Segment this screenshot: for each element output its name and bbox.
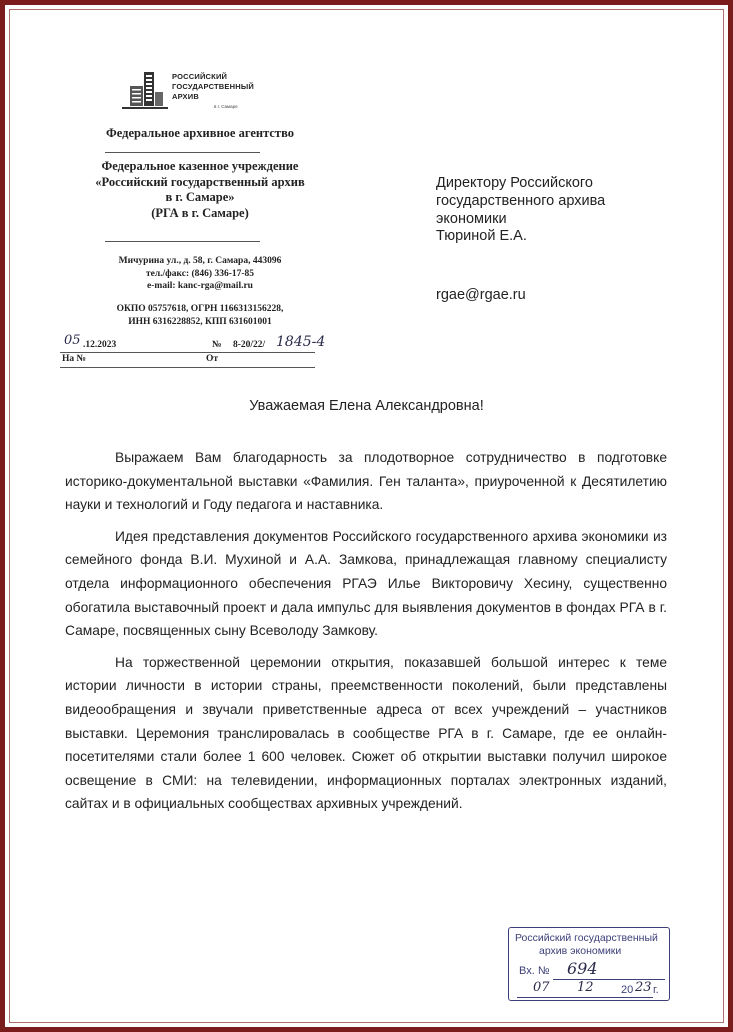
- letter-greeting: Уважаемая Елена Александровна!: [249, 398, 484, 414]
- addressee-block: Директору Российского государственного архива экономики Тюриной Е.А.: [436, 175, 606, 245]
- stamp-year: 23: [635, 980, 652, 995]
- letter-line: теме истории личности в истории страны, преемственности поколений, были: [65, 654, 667, 694]
- contact-block: [60, 255, 340, 293]
- archive-logo-title: РОССИЙСКИЙ ГОСУДАРСТВЕННЫЙ АРХИВ: [172, 72, 254, 101]
- outgoing-number-label: №: [212, 340, 222, 350]
- paragraph-2: [65, 525, 667, 643]
- addressee-email: rgae@rgae.ru: [436, 287, 526, 303]
- letter-line: приуроченной к Десятилетию науки и технологий и Году педагога и наставника.: [65, 473, 668, 513]
- stamp-date-month: 12: [577, 980, 594, 995]
- reply-to-label: На №: [62, 354, 87, 364]
- paragraph-3: [65, 651, 667, 816]
- letter-line: сообществах архивных учреждений.: [228, 796, 463, 812]
- letter-line: экономики из семейного фонда В.И. Мухиной и А.А. Замкова, принадлежащая: [65, 528, 668, 568]
- registration-codes: ОКПО 05757618, ОГРН 1166313156228, ИНН 6316228852, КПП 631601001: [116, 304, 284, 327]
- incoming-registration-stamp: [508, 927, 670, 1001]
- stamp-date-day: 07: [533, 980, 550, 995]
- organization-divider: [105, 241, 260, 242]
- outgoing-date: .12.2023: [83, 340, 117, 350]
- stamp-date-underline: [517, 997, 653, 998]
- letter-line: Идея представления документов Российского государственного архива: [115, 528, 582, 544]
- letter-line: представлены видеообращения и звучали приветственные адреса от всех: [65, 678, 667, 717]
- letter-line: Викторовичу Хесину, существенно обогатила выставочный проект и дала: [65, 575, 667, 615]
- stamp-in-number: 694: [567, 959, 598, 978]
- organization-name: Федеральное казенное учреждение «Российский государственный архив в г. Самаре» (РГА в г. Самаре): [95, 159, 305, 220]
- letter-line: об открытии выставки получил широкое освещение в СМИ: на телевидении,: [65, 749, 668, 788]
- letter-line: подготовке историко-документальной выставки «Фамилия. Ген таланта»,: [65, 450, 667, 489]
- archive-building-logo-icon: [122, 70, 168, 110]
- letter-line: РГА в г. Самаре, где ее онлайн-посетителями стали более 1 600 человек. Сюжет: [65, 725, 667, 765]
- paragraph-1: [65, 446, 667, 517]
- reply-from-label: От: [206, 354, 219, 364]
- stamp-year-prefix: 20: [621, 984, 634, 996]
- letter-line: Выражаем Вам благодарность за плодотворное сотрудничество в: [115, 450, 597, 465]
- stamp-year-suffix: г.: [653, 984, 659, 996]
- outgoing-number: 8-20/22/: [233, 340, 266, 350]
- letter-line: На торжественной церемонии открытия, показавшей большой интерес к: [115, 654, 636, 670]
- handwritten-date-day: 05: [64, 333, 81, 348]
- letter-line: импульс для выявления документов в фондах РГА в г. Самаре, посвященных: [65, 599, 667, 639]
- stamp-org-line1: Российский государственный: [515, 932, 658, 944]
- letter-line: главному специалисту отдела информационного обеспечения РГАЭ Илье: [65, 552, 668, 591]
- outgoing-line: [60, 352, 315, 353]
- agency-name: Федеральное архивное агентство: [106, 126, 294, 140]
- stamp-org-line2: архив экономики: [539, 945, 622, 957]
- letter-line: учреждений – участников выставки. Церемония транслировалась в сообществе: [65, 701, 667, 741]
- letter-line: информационных порталах электронных изданий, сайтах и в официальных: [65, 772, 667, 812]
- letter-body: [65, 446, 667, 824]
- phone-fax: тел./факс: (846) 336-17-85: [145, 268, 255, 279]
- sender-email: e-mail: kanc-rga@mail.ru: [147, 281, 253, 291]
- letter-line: сыну Всеволоду Замкову.: [214, 623, 378, 639]
- postal-address: Мичурина ул., д. 58, г. Самара, 443096: [118, 256, 282, 266]
- archive-logo-subtitle: в г. Самаре: [214, 104, 238, 109]
- stamp-in-label: Вх. №: [519, 965, 550, 977]
- reply-line: [60, 367, 315, 368]
- handwritten-outgoing-number: 1845-4: [276, 334, 326, 350]
- agency-divider: [105, 152, 260, 153]
